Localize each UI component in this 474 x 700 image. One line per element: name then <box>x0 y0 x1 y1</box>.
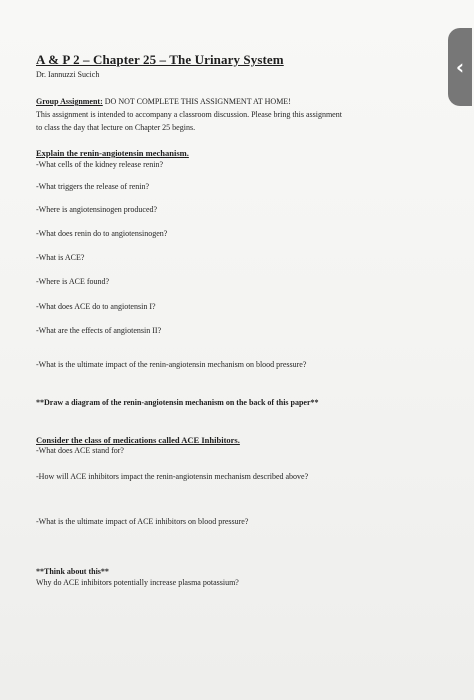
question-item: -What are the effects of angiotensin II? <box>36 326 162 335</box>
group-assignment-line <box>36 97 291 106</box>
question-item: -What is the ultimate impact of ACE inhibitors on blood pressure? <box>36 517 249 526</box>
intro-line-2: to class the day that lecture on Chapter 25 begins. <box>36 123 196 132</box>
question-item: -How will ACE inhibitors impact the renin-angiotensin mechanism described above? <box>36 472 309 481</box>
group-assignment-note: DO NOT COMPLETE THIS ASSIGNMENT AT HOME! <box>102 97 291 106</box>
think-heading: **Think about this** <box>36 567 109 576</box>
question-item: -What cells of the kidney release renin? <box>36 160 164 169</box>
section-ace-heading: Consider the class of medications called ACE Inhibitors. <box>36 435 240 445</box>
section-renin-heading: Explain the renin-angiotensin mechanism. <box>36 148 189 158</box>
author-name: Dr. Iannuzzi Sucich <box>36 70 100 79</box>
question-item: -What does renin do to angiotensinogen? <box>36 229 168 238</box>
document-title: A & P 2 – Chapter 25 – The Urinary System <box>36 52 284 67</box>
diagram-instruction: **Draw a diagram of the renin-angiotensin mechanism on the back of this paper** <box>36 398 319 407</box>
chevron-left-icon: ‹ <box>455 55 465 79</box>
question-item: -Where is ACE found? <box>36 277 110 286</box>
question-item: -Where is angiotensinogen produced? <box>36 205 158 214</box>
intro-line-1: This assignment is intended to accompany a classroom discussion. Please bring this assignment <box>36 110 342 119</box>
question-item: -What triggers the release of renin? <box>36 182 150 191</box>
group-assignment-label: Group Assignment: <box>36 97 103 106</box>
question-item: -What is ACE? <box>36 253 85 262</box>
side-panel-toggle[interactable] <box>448 28 472 106</box>
think-question: Why do ACE inhibitors potentially increase plasma potassium? <box>36 578 239 587</box>
question-item: -What is the ultimate impact of the renin-angiotensin mechanism on blood pressure? <box>36 360 307 369</box>
question-item: -What does ACE do to angiotensin I? <box>36 302 156 311</box>
question-item: -What does ACE stand for? <box>36 446 124 455</box>
